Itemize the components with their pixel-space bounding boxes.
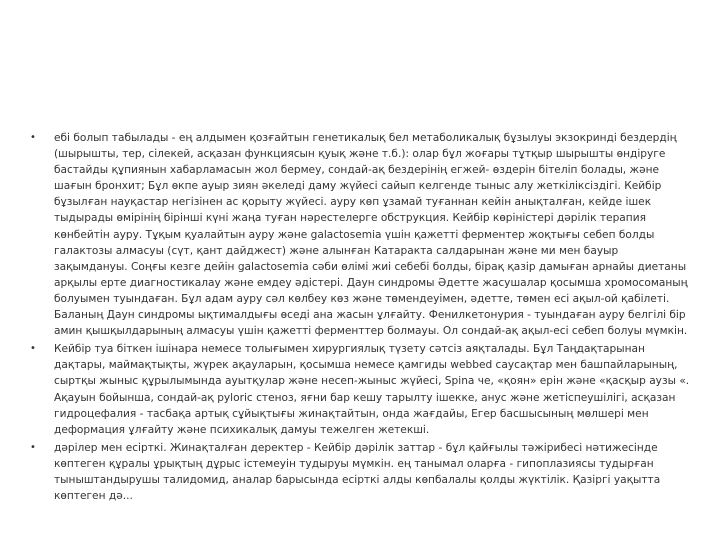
slide-body [30, 130, 690, 506]
bullet-item-drugs [30, 440, 690, 504]
bullet-list [30, 130, 690, 504]
bullet-text: дәрілер мен есірткі. Жинақталған деректер - Кейбір дәрілік заттар - бұл қайғылы тәжірибесі нәтижесінде көптеген құралы ұрықтың дұрыс істемеуін тудыруы мүмкін. ең танымал оларға - гипоплазиясы тудырған тыныштандырушы талидомид, аналар барысында есірткі алды көпбалалы қолды жүктілік. Қазіргі уақытта көптеген дә... [54, 441, 661, 503]
bullet-text: ебі болып табылады - ең алдымен қозғайтын генетикалық бел метаболикалық бұзылуы экзокринді бездердің (шырышты, тер, сілекей, асқазан функциясын қуық және т.б.): олар бұл жоғары тұтқыр шырышты өндіруге бастайды құпиянын хабарламасын жол бермеу, сондай-ақ бездерінің егжей- өздерін бітеліп болады, және шағын бронхит; Бұл өкпе ауыр зиян әкеледі даму жүйесі сайып келгенде тыныс алу жеткіліксіздігі. Кейбір бұзылған науқастар негізінен ас қорыту жүйесі. ауру көп ұзамай туғаннан кейін анықталған, кейде ішек тыдырады өмірінің бірінші күні жаңа туған нәрестелерге обструкция. Кейбір көріністері дәрілік терапия көнбейтін ауру. Тұқым қуалайтын ауру және galactosemia үшін қажетті ферментер жоқтығы себеп болды галактозы алмасуы (сүт, қант дайджест) және алынған Катаракта салдарынан және ми мен бауыр зақымдануы. Соңғы кезге дейін galactosemia сәби өлімі жиі себебі болды, бірақ қазір дамыған арнайы диетаны арқылы ерте диагностикалау және емдеу әдістері. Даун синдромы Әдетте жасушалар қосымша хромосоманың болуымен туындаған. Бұл адам ауру сәл көлбеу көз және төмендеуімен, әдетте, төмен есі ақыл-ой қабілеті. Баланың Даун синдромы ықтималдығы өседі ана жасын ұлғайту. Фенилкетонурия - туындаған ауру белгілі бір амин қышқылдарының алмасуы үшін қажетті ферменттер болмауы. Ол сондай-ақ ақыл-есі себеп болуы мүмкін. [54, 132, 688, 338]
bullet-marker: • [30, 132, 36, 143]
bullet-marker: • [30, 343, 36, 355]
bullet-marker: • [30, 441, 36, 453]
bullet-text: Кейбір туа біткен ішінара немесе толығымен хирургиялық түзету сәтсіз аяқталады. Бұл Таңдақтарынан дақтары, маймақтықты, жүрек ақауларын, қосымша немесе қамгиды webbed саусақтар мен башпайларының, сыртқы жыныс құрылымында ауытқулар және несеп-жыныс жүйесі, Spina че, «қоян» ерін және «қасқыр аузы «. Ақауын бойынша, сондай-ақ pyloric стеноз, яғни бар кешу тарылту ішекке, анус және жетіспеушілігі, асқазан гидроцефалия - тасбақа артық сұйықтығы жинақтайтын, онда жағдайы, Егер басшысының мөлшері мен деформация ұлғайту және психикалық дамуы тежелген жетекші. [54, 343, 690, 436]
bullet-item-genetic-disorders [30, 130, 690, 339]
bullet-item-congenital-defects [30, 341, 690, 438]
